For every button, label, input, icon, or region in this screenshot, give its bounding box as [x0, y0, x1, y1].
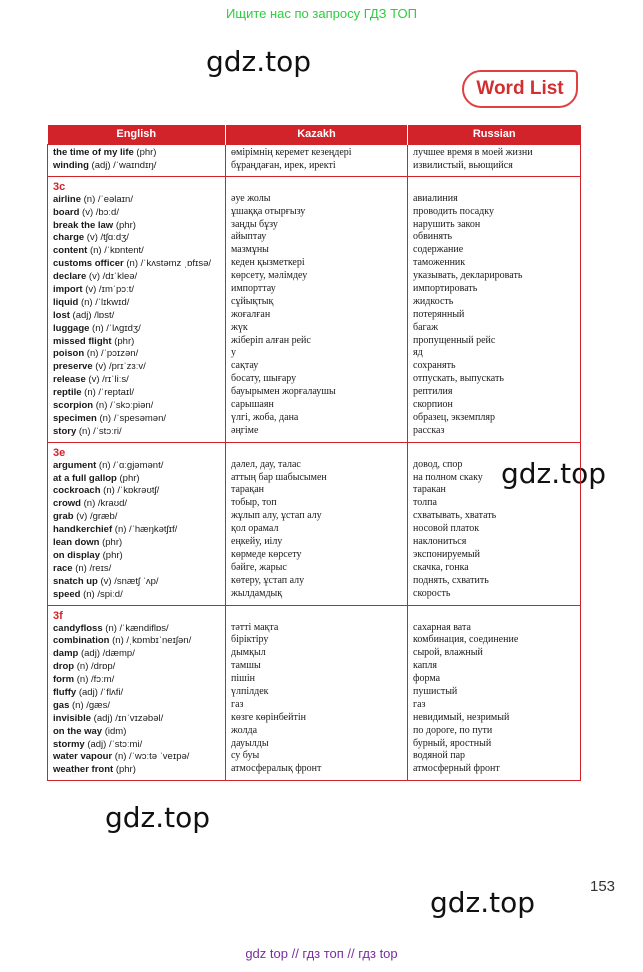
part-of-speech-transcription: (v) /dɪˈkleə/	[86, 271, 138, 283]
column-header-english: English	[48, 125, 226, 145]
russian-translation: потерянный	[413, 308, 465, 320]
section-cell-kz	[226, 605, 408, 781]
part-of-speech-transcription: (n) /drɒp/	[74, 661, 116, 673]
english-entry	[53, 726, 221, 739]
english-entry	[53, 245, 221, 258]
english-entry	[53, 387, 221, 400]
headword: missed flight	[53, 335, 112, 347]
section-cell-ru	[408, 176, 581, 442]
part-of-speech-transcription: (v) /tʃɑːdʒ/	[84, 232, 129, 244]
headword: scorpion	[53, 400, 94, 412]
headword: at a full gallop	[53, 472, 117, 484]
part-of-speech-transcription: (n) /ˈkɒntent/	[87, 245, 144, 257]
part-of-speech-transcription: (adj) /dæmp/	[78, 648, 135, 660]
part-of-speech-transcription: (n) /ˈskɔːpiən/	[93, 400, 154, 412]
kazakh-translation: әуе жолы	[231, 192, 271, 204]
part-of-speech-transcription: (v) /rɪˈliːs/	[85, 374, 129, 386]
headword: water vapour	[53, 751, 113, 763]
headword: liquid	[53, 296, 79, 308]
english-entry	[53, 623, 221, 636]
english-entry	[53, 147, 221, 160]
part-of-speech-transcription: (v) /ɪmˈpɔːt/	[82, 284, 134, 296]
kazakh-translation: мазмұны	[231, 244, 269, 256]
headword: invisible	[53, 712, 92, 724]
kazakh-translation: тәтті мақта	[231, 621, 279, 633]
russian-translation: экспонируемый	[413, 548, 480, 560]
kazakh-translation: у	[231, 347, 236, 359]
search-banner[interactable]: Ищите нас по запросу ГДЗ ТОП	[226, 6, 417, 21]
section-title: 3c	[53, 180, 66, 193]
english-entry	[53, 687, 221, 700]
section-row	[48, 442, 581, 605]
headword: on display	[53, 549, 100, 561]
section-spacer	[231, 608, 403, 622]
part-of-speech-transcription: (n) /fɔːm/	[74, 674, 115, 686]
section-row	[48, 605, 581, 781]
part-of-speech-transcription: (n) /ˈreptaɪl/	[81, 387, 134, 399]
headword: damp	[53, 648, 79, 660]
section-spacer	[231, 179, 403, 193]
part-of-speech-transcription: (n) /ˈstɔːri/	[76, 425, 122, 437]
english-entry	[53, 498, 221, 511]
section-spacer	[413, 179, 576, 193]
russian-translation: поднять, схватить	[413, 574, 489, 586]
russian-translation: сырой, влажный	[413, 647, 483, 659]
part-of-speech-transcription: (n) /ˈkʌstəmz ˌɒfɪsə/	[123, 258, 212, 270]
russian-translation: по дороге, по пути	[413, 724, 493, 736]
part-of-speech-transcription: (n) /ˈpɔɪzən/	[84, 348, 139, 360]
english-entry	[53, 563, 221, 576]
russian-translation: скачка, гонка	[413, 561, 469, 573]
part-of-speech-transcription: (n) /ˈspesəmən/	[96, 412, 166, 424]
headword: grab	[53, 511, 74, 523]
column-header-russian: Russian	[408, 125, 581, 145]
kazakh-translation: дауылды	[231, 737, 269, 749]
part-of-speech-transcription: (v) /prɪˈzɜːv/	[92, 361, 146, 373]
russian-translation: пушистый	[413, 685, 458, 697]
section-spacer	[413, 445, 576, 459]
russian-translation: багаж	[413, 321, 438, 333]
kazakh-translation: өмірімнің керемет кезеңдері	[231, 147, 352, 158]
kazakh-translation: бұраңдаған, ирек, иректі	[231, 159, 336, 171]
russian-translation: сахарная вата	[413, 621, 471, 633]
kazakh-translation: дымқыл	[231, 647, 266, 659]
headword: weather front	[53, 764, 114, 776]
kazakh-translation: сұйықтық	[231, 295, 274, 307]
english-entry	[53, 232, 221, 245]
kazakh-translation: кеден қызметкері	[231, 257, 305, 269]
headword: candyfloss	[53, 622, 103, 634]
kazakh-translation: үлпілдек	[231, 685, 269, 697]
kazakh-translation: аттың бар шабысымен	[231, 471, 327, 483]
headword: the time of my life	[53, 147, 134, 158]
word-list-badge: Word List	[462, 70, 578, 108]
kazakh-translation: бәйге, жарыс	[231, 561, 287, 573]
section-cell-en	[48, 605, 226, 781]
headword: customs officer	[53, 258, 124, 270]
part-of-speech-transcription: (n) /spiːd/	[80, 588, 123, 600]
russian-translation: толпа	[413, 497, 437, 509]
kazakh-translation: дәлел, дау, талас	[231, 458, 301, 470]
english-entry	[53, 550, 221, 563]
english-entry	[53, 271, 221, 284]
kazakh-translation: пішін	[231, 673, 255, 685]
russian-translation: содержание	[413, 244, 464, 256]
part-of-speech-transcription: (v) /snætʃ ˈʌp/	[97, 575, 159, 587]
part-of-speech-transcription: (adj) /ˈflʌfi/	[76, 686, 124, 698]
kazakh-translation: көрмеде көрсету	[231, 548, 302, 560]
headword: on the way	[53, 725, 103, 737]
kazakh-translation: заңды бұзу	[231, 218, 278, 230]
russian-translation: нарушить закон	[413, 218, 481, 230]
headword: lean down	[53, 537, 100, 549]
kazakh-translation: сақтау	[231, 360, 259, 372]
headword: drop	[53, 661, 75, 673]
russian-translation: газ	[413, 698, 426, 710]
part-of-speech-transcription: (n) /ˈlɪkwɪd/	[78, 296, 130, 308]
kazakh-translation: атмосфералық фронт	[231, 763, 322, 775]
english-entry	[53, 524, 221, 537]
part-of-speech-transcription: (n) /reɪs/	[72, 562, 112, 574]
english-entry	[53, 473, 221, 486]
headword: crowd	[53, 498, 81, 510]
russian-translation: рассказ	[413, 424, 445, 436]
headword: airline	[53, 193, 81, 205]
kazakh-translation: еңкейу, иілу	[231, 536, 283, 548]
russian-translation: схватывать, хватать	[413, 510, 497, 522]
part-of-speech-transcription: (adj) /ˈwaɪndɪŋ/	[88, 159, 157, 171]
kazakh-translation: жылдамдық	[231, 587, 283, 599]
headword: argument	[53, 459, 97, 471]
english-entry	[53, 413, 221, 426]
section-cell-kz	[226, 176, 408, 442]
russian-translation: на полном скаку	[413, 471, 483, 483]
headword: preserve	[53, 361, 93, 373]
english-entry	[53, 713, 221, 726]
english-entry	[53, 511, 221, 524]
headword: handkerchief	[53, 524, 113, 536]
part-of-speech-transcription: (n) /ˈwɔːtə ˈveɪpə/	[112, 751, 190, 763]
headword: board	[53, 206, 80, 218]
kazakh-translation: сарышаян	[231, 399, 274, 411]
english-entry	[53, 374, 221, 387]
part-of-speech-transcription: (n) /ɡæs/	[69, 699, 111, 711]
russian-translation: таракан	[413, 484, 446, 496]
russian-translation: таможенник	[413, 257, 466, 269]
part-of-speech-transcription: (n) /ˈeəlaɪn/	[81, 193, 133, 205]
kazakh-translation: жұлып алу, ұстап алу	[231, 510, 322, 522]
russian-translation: яд	[413, 347, 423, 359]
headword: content	[53, 245, 88, 257]
headword: import	[53, 284, 83, 296]
watermark: gdz.top	[501, 457, 607, 490]
headword: speed	[53, 588, 81, 600]
headword: poison	[53, 348, 85, 360]
kazakh-translation: ұшаққа отырғызу	[231, 205, 306, 217]
english-entry	[53, 336, 221, 349]
headword: fluffy	[53, 686, 77, 698]
part-of-speech-transcription: (phr)	[113, 764, 136, 776]
kazakh-translation: жолда	[231, 724, 258, 736]
headword: form	[53, 674, 75, 686]
russian-translation: рептилия	[413, 386, 453, 398]
part-of-speech-transcription: (idm)	[102, 725, 127, 737]
section-row	[48, 176, 581, 442]
headword: snatch up	[53, 575, 98, 587]
section-cell-en	[48, 176, 226, 442]
english-entry	[53, 361, 221, 374]
russian-translation: сохранять	[413, 360, 456, 372]
kazakh-translation: үлгі, жоба, дана	[231, 411, 299, 423]
english-entry	[53, 635, 221, 648]
russian-translation: капля	[413, 660, 437, 672]
part-of-speech-transcription: (n) /ˈkændiflɒs/	[102, 622, 169, 634]
part-of-speech-transcription: (n) /ˈɑːɡjəmənt/	[96, 459, 164, 471]
english-entry	[53, 426, 221, 439]
part-of-speech-transcription: (adj) /lɒst/	[69, 309, 115, 321]
russian-translation: водяной пар	[413, 750, 466, 762]
section-cell-kz	[226, 442, 408, 605]
part-of-speech-transcription: (n) /ˈlʌɡɪdʒ/	[89, 322, 141, 334]
headword: luggage	[53, 322, 90, 334]
english-entry	[53, 764, 221, 777]
russian-translation: пропущенный рейс	[413, 334, 496, 346]
part-of-speech-transcription: (phr)	[113, 219, 136, 231]
part-of-speech-transcription: (phr)	[99, 537, 123, 549]
headword: gas	[53, 699, 70, 711]
section-cell-ru	[408, 442, 581, 605]
kazakh-translation: көзге көрінбейтін	[231, 711, 306, 723]
english-entry	[53, 284, 221, 297]
section-cell-ru	[408, 605, 581, 781]
headword: winding	[53, 159, 89, 171]
kazakh-translation: қол орамал	[231, 523, 279, 535]
part-of-speech-transcription: (n) /kraʊd/	[80, 498, 128, 510]
part-of-speech-transcription: (phr)	[111, 335, 135, 347]
russian-translation: образец, экземпляр	[413, 411, 495, 423]
english-entry	[53, 589, 221, 602]
english-entry	[53, 460, 221, 473]
russian-translation: носовой платок	[413, 523, 480, 535]
russian-translation: указывать, декларировать	[413, 270, 523, 282]
russian-translation: проводить посадку	[413, 205, 494, 217]
page-number: 153	[590, 878, 616, 895]
russian-translation: комбинация, соединение	[413, 634, 519, 646]
english-entry	[53, 323, 221, 336]
section-spacer	[231, 445, 403, 459]
kazakh-translation: босату, шығару	[231, 373, 297, 385]
part-of-speech-transcription: (phr)	[116, 472, 140, 484]
part-of-speech-transcription: (v) /bɔːd/	[79, 206, 119, 218]
english-entry	[53, 400, 221, 413]
russian-translation: извилистый, вьющийся	[413, 159, 513, 171]
english-entry	[53, 674, 221, 687]
headword: reptile	[53, 387, 82, 399]
part-of-speech-transcription: (v) /ɡræb/	[73, 511, 118, 523]
table-header-row	[48, 125, 581, 145]
kazakh-translation: айыптау	[231, 231, 267, 243]
english-entry	[53, 485, 221, 498]
russian-translation: невидимый, незримый	[413, 711, 510, 723]
watermark: gdz.top	[105, 801, 211, 834]
english-entry	[53, 160, 221, 173]
english-entry	[53, 258, 221, 271]
headword: charge	[53, 232, 85, 244]
headword: combination	[53, 635, 110, 647]
part-of-speech-transcription: (phr)	[133, 147, 157, 158]
russian-translation: отпускать, выпускать	[413, 373, 504, 385]
english-entry	[53, 648, 221, 661]
kazakh-translation: көтеру, ұстап алу	[231, 574, 305, 586]
section-title: 3f	[53, 609, 63, 622]
section-cell-en	[48, 442, 226, 605]
headword: race	[53, 562, 73, 574]
kazakh-translation: көрсету, мәлімдеу	[231, 270, 308, 282]
english-entry	[53, 207, 221, 220]
section-cell-ru	[408, 145, 581, 177]
part-of-speech-transcription: (adj) /ɪnˈvɪzəbəl/	[91, 712, 164, 724]
headword: release	[53, 374, 86, 386]
kazakh-translation: тобыр, топ	[231, 497, 277, 509]
russian-translation: наклониться	[413, 536, 467, 548]
english-entry	[53, 661, 221, 674]
russian-translation: жидкость	[413, 295, 454, 307]
watermark: gdz.top	[206, 45, 312, 78]
kazakh-translation: жүк	[231, 321, 248, 333]
russian-translation: атмосферный фронт	[413, 763, 500, 775]
english-entry	[53, 576, 221, 589]
english-entry	[53, 348, 221, 361]
headword: story	[53, 425, 77, 437]
part-of-speech-transcription: (phr)	[99, 549, 123, 561]
english-entry	[53, 537, 221, 550]
headword: cockroach	[53, 485, 101, 497]
russian-translation: бурный, яростный	[413, 737, 492, 749]
kazakh-translation: су буы	[231, 750, 260, 762]
section-cell-en	[48, 145, 226, 177]
kazakh-translation: әңгіме	[231, 424, 259, 436]
russian-translation: обвинять	[413, 231, 453, 243]
part-of-speech-transcription: (n) /ˌkɒmbɪˈneɪʃən/	[109, 635, 192, 647]
russian-translation: авиалиния	[413, 192, 458, 204]
kazakh-translation: жіберіп алған рейс	[231, 334, 311, 346]
kazakh-translation: газ	[231, 698, 244, 710]
russian-translation: довод, спор	[413, 458, 463, 470]
headword: break the law	[53, 219, 114, 231]
section-cell-kz	[226, 145, 408, 177]
russian-translation: форма	[413, 673, 441, 685]
english-entry	[53, 751, 221, 764]
section-title: 3e	[53, 446, 66, 459]
russian-translation: импортировать	[413, 283, 478, 295]
column-header-kazakh: Kazakh	[226, 125, 408, 145]
russian-translation: скорость	[413, 587, 451, 599]
russian-translation: скорпион	[413, 399, 453, 411]
part-of-speech-transcription: (adj) /ˈstɔːmi/	[84, 738, 143, 750]
kazakh-translation: жоғалған	[231, 308, 271, 320]
footer-links[interactable]: gdz top // гдз топ // гдз top	[245, 946, 398, 961]
word-list-table	[47, 125, 581, 781]
kazakh-translation: біріктіру	[231, 634, 269, 646]
english-entry	[53, 297, 221, 310]
kazakh-translation: бауырымен жорғалаушы	[231, 386, 336, 398]
english-entry	[53, 220, 221, 233]
headword: lost	[53, 309, 70, 321]
kazakh-translation: импорттау	[231, 283, 276, 295]
part-of-speech-transcription: (n) /ˈhæŋkətʃɪf/	[112, 524, 178, 536]
headword: declare	[53, 271, 87, 283]
kazakh-translation: тамшы	[231, 660, 261, 672]
section-spacer	[413, 608, 576, 622]
kazakh-translation: тарақан	[231, 484, 265, 496]
watermark: gdz.top	[430, 886, 536, 919]
english-entry	[53, 310, 221, 323]
headword: specimen	[53, 412, 97, 424]
english-entry	[53, 739, 221, 752]
headword: stormy	[53, 738, 85, 750]
russian-translation: лучшее время в моей жизни	[413, 147, 533, 158]
part-of-speech-transcription: (n) /ˈkɒkrəʊtʃ/	[100, 485, 160, 497]
english-entry	[53, 194, 221, 207]
english-entry	[53, 700, 221, 713]
section-row	[48, 145, 581, 177]
